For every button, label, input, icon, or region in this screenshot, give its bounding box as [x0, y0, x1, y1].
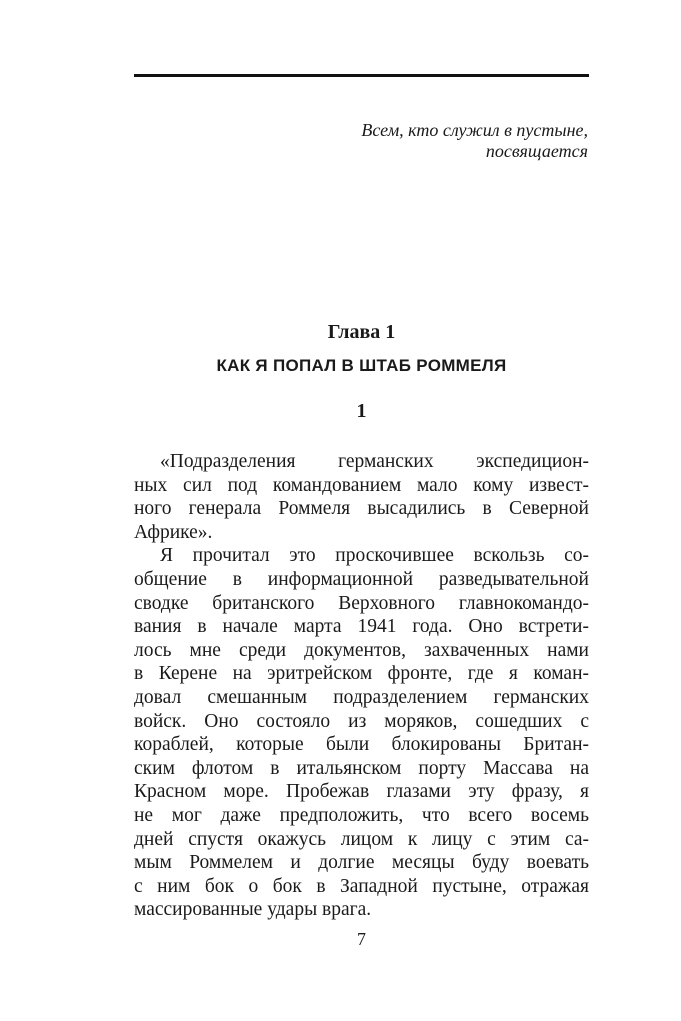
dedication — [361, 120, 588, 162]
header-rule — [134, 74, 589, 77]
text-line: кораблей, которые были блокированы Британ- — [134, 734, 589, 756]
text-line: лось мне среди документов, захваченных нами — [134, 639, 589, 661]
text-line: не мог даже предположить, что всего восемь — [134, 804, 589, 826]
text-line: Я прочитал это проскочившее вскользь со- — [160, 545, 589, 567]
text-line: с ним бок о бок в Западной пустыне, отражая — [134, 875, 589, 897]
text-line: «Подразделения германских экспедицион- — [160, 451, 589, 472]
text-line: мым Роммелем и долгие месяцы буду воевать — [134, 852, 589, 874]
text-line: сводке британского Верховного главнокомандо- — [134, 592, 589, 614]
text-line: массированные удары врага. — [134, 899, 372, 921]
body-text — [134, 450, 589, 922]
text-line: общение в информационной разведывательной — [134, 568, 589, 590]
text-line: ного генерала Роммеля высадились в Северной — [134, 498, 589, 520]
dedication-line-2: посвящается — [485, 141, 588, 161]
text-line: ных сил под командованием мало кому извест- — [134, 474, 589, 496]
dedication-line-1: Всем, кто служил в пустыне, — [361, 120, 588, 140]
text-line: Красном море. Пробежав глазами эту фразу, я — [134, 781, 589, 803]
text-line: войск. Оно состояло из моряков, сошедших с — [134, 710, 589, 732]
text-line: вания в начале марта 1941 года. Оно встрети- — [134, 616, 589, 638]
text-line: дней спустя окажусь лицом к лицу с этим са- — [134, 828, 589, 850]
chapter-number: Глава 1 — [327, 321, 396, 343]
section-number: 1 — [356, 400, 367, 422]
page-number: 7 — [357, 929, 366, 949]
text-line: Африке». — [134, 521, 213, 543]
text-line: довал смешанным подразделением германских — [134, 686, 589, 708]
chapter-title: КАК Я ПОПАЛ В ШТАБ РОММЕЛЯ — [216, 356, 507, 375]
text-line: ским флотом в итальянском порту Массава на — [134, 757, 589, 779]
text-line: в Керене на эритрейском фронте, где я коман- — [134, 663, 589, 685]
